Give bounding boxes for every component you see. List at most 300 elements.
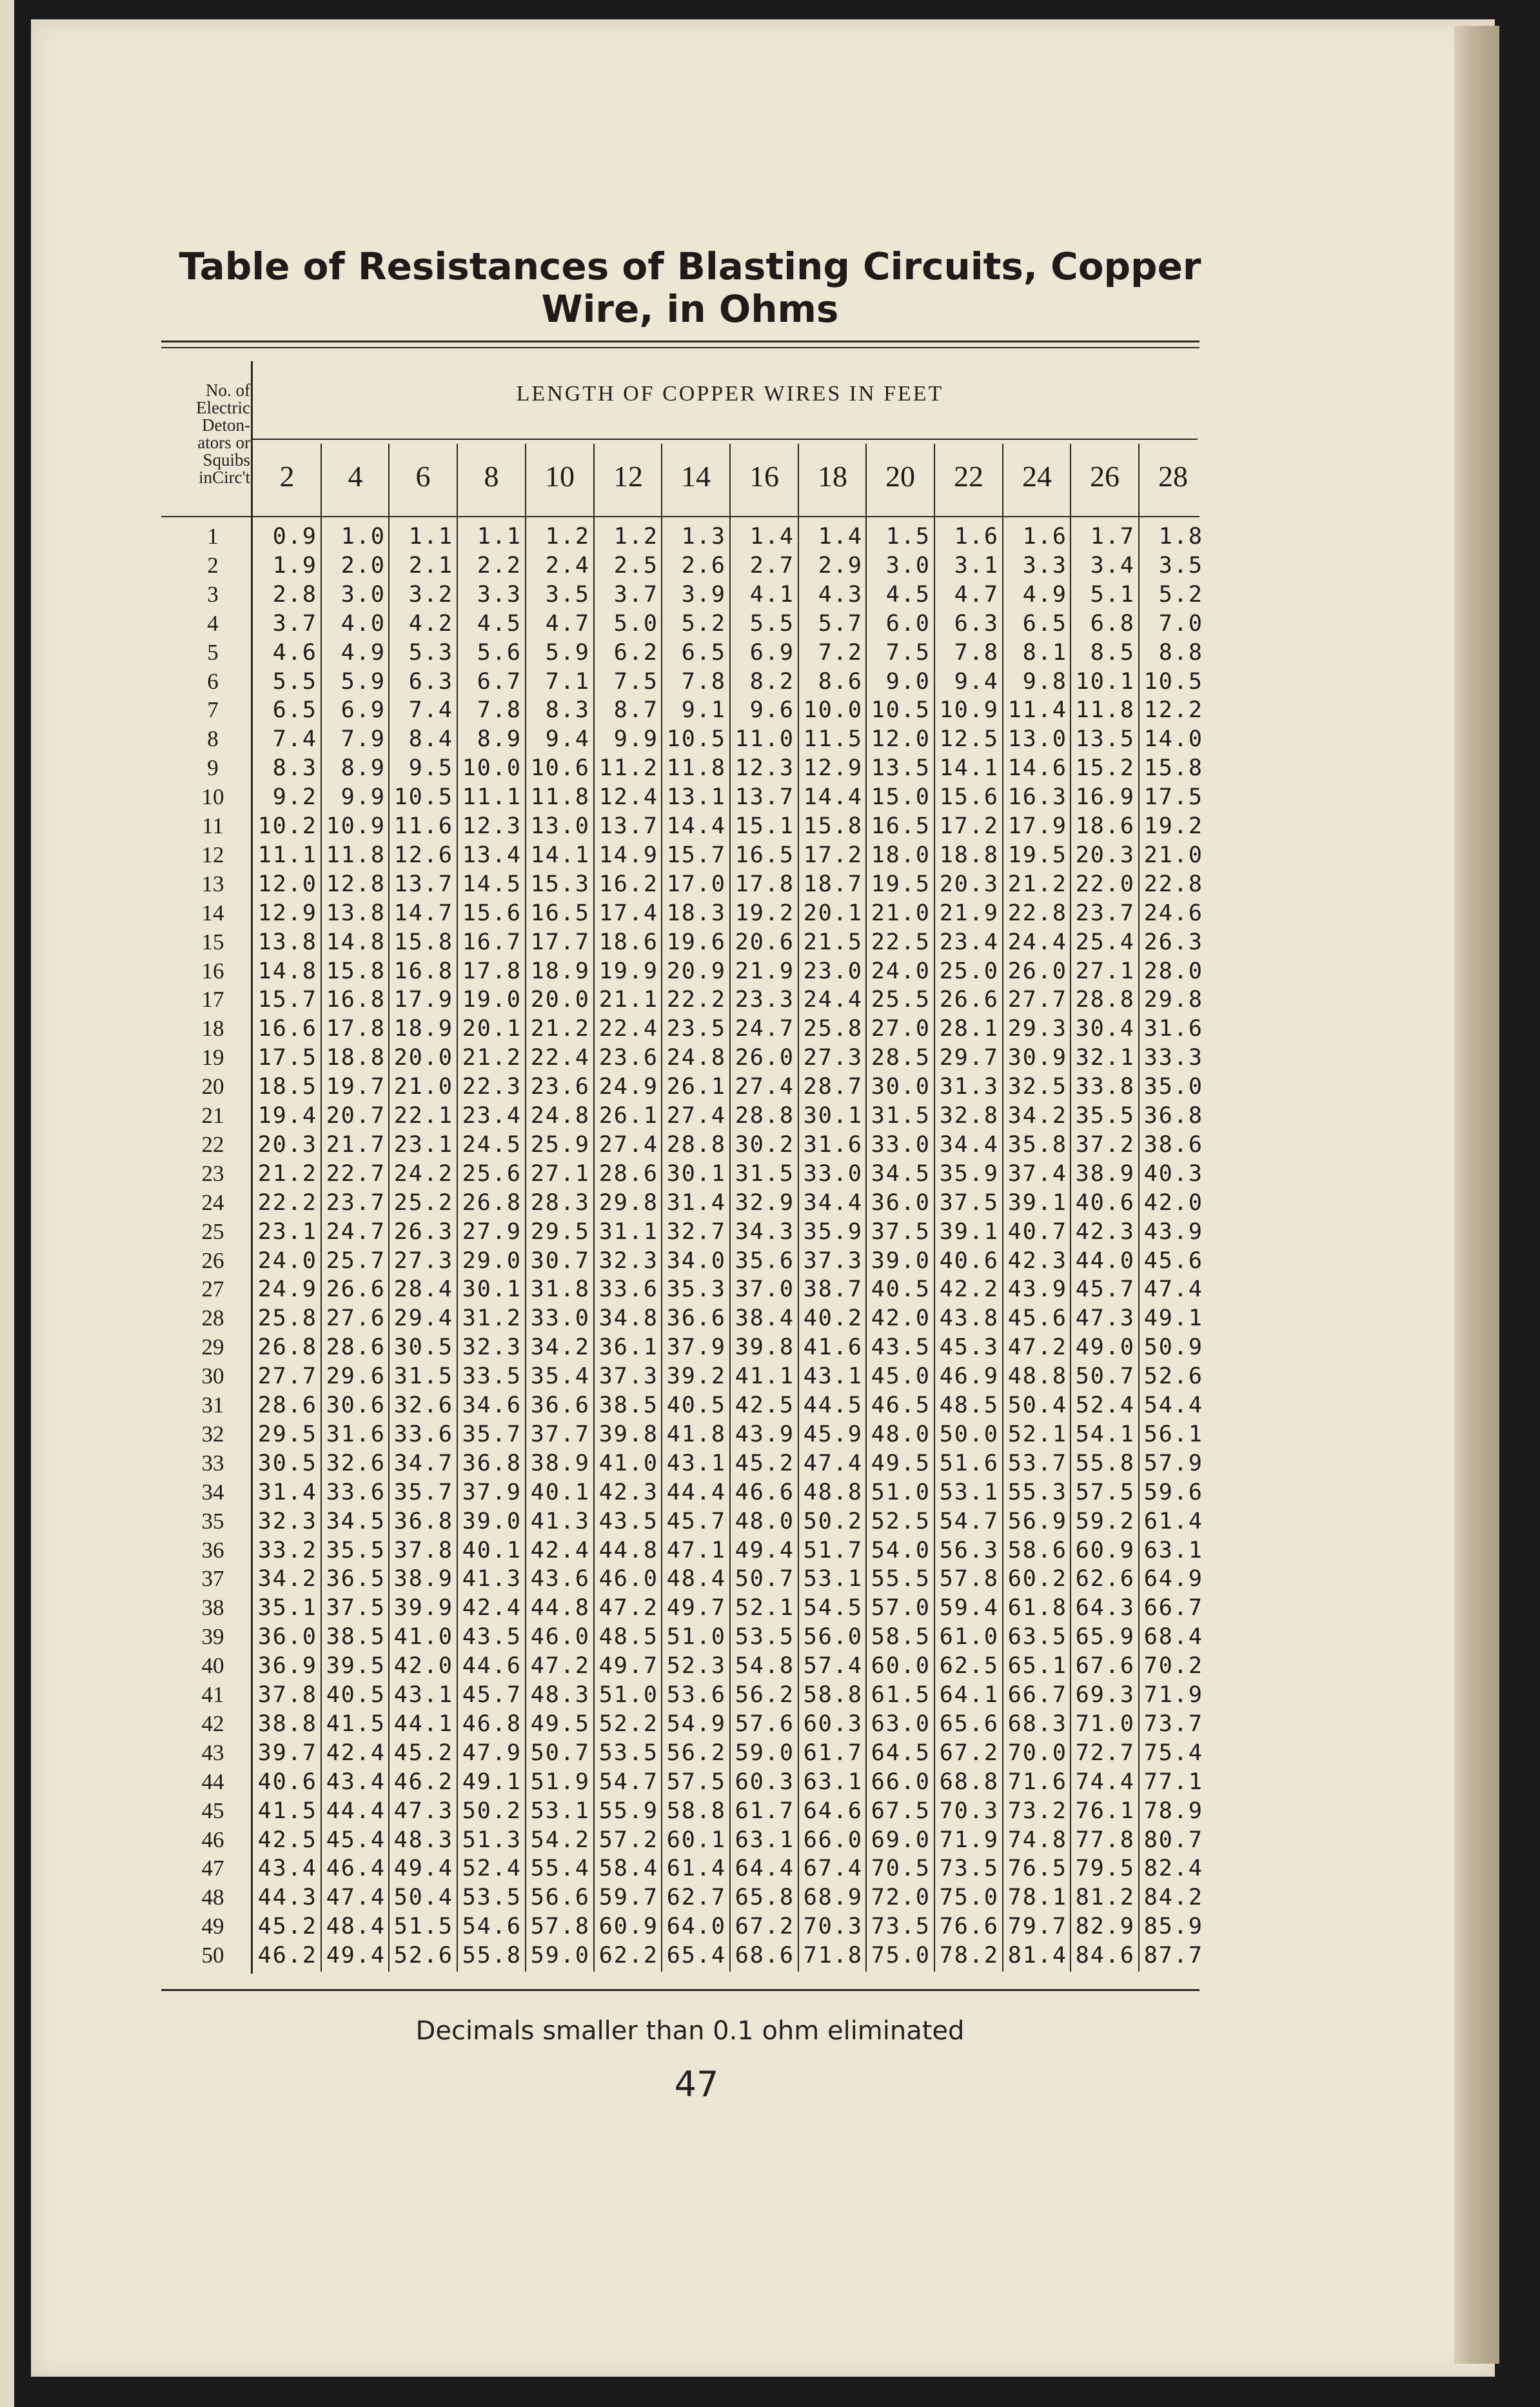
table-cell: 38.5	[598, 1392, 658, 1418]
table-cell: 50.2	[462, 1798, 522, 1824]
table-cell: 15.8	[393, 929, 453, 955]
table-cell: 31.6	[1143, 1016, 1203, 1042]
table-cell: 24.9	[598, 1074, 658, 1100]
table-cell: 3.4	[1090, 553, 1135, 579]
table-cell: 27.0	[871, 1016, 931, 1042]
table-cell: 26.6	[326, 1276, 386, 1302]
row-number: 47	[201, 1856, 224, 1881]
table-cell: 44.8	[598, 1538, 658, 1563]
table-cell: 29.3	[1007, 1016, 1067, 1042]
table-cell: 7.5	[613, 669, 658, 695]
table-cell: 46.5	[871, 1392, 931, 1418]
table-cell: 78.2	[939, 1943, 999, 1968]
table-cell: 15.3	[530, 871, 590, 897]
table-cell: 65.8	[735, 1885, 795, 1910]
column-header: 8	[484, 460, 499, 493]
table-cell: 33.0	[530, 1305, 590, 1331]
table-cell: 11.8	[530, 784, 590, 810]
table-cell: 18.0	[871, 842, 931, 868]
table-cell: 32.1	[1075, 1045, 1135, 1071]
table-cell: 1.9	[272, 553, 317, 579]
table-cell: 14.5	[462, 871, 522, 897]
table-cell: 18.3	[666, 900, 726, 926]
row-header-line: No. of	[206, 381, 250, 400]
table-cell: 33.2	[257, 1538, 317, 1563]
table-cell: 56.1	[1143, 1421, 1203, 1447]
table-cell: 7.8	[477, 697, 522, 723]
table-cell: 43.1	[803, 1363, 863, 1389]
table-cell: 52.4	[1075, 1392, 1135, 1418]
table-cell: 21.2	[257, 1161, 317, 1187]
table-cell: 3.3	[1022, 553, 1067, 579]
row-header-line: Deton-	[202, 415, 250, 435]
table-cell: 67.2	[939, 1740, 999, 1766]
table-cell: 14.1	[939, 755, 999, 781]
table-cell: 68.8	[939, 1769, 999, 1795]
table-cell: 36.0	[257, 1624, 317, 1650]
table-cell: 20.1	[803, 900, 863, 926]
table-cell: 31.4	[257, 1480, 317, 1505]
table-cell: 20.3	[1075, 842, 1135, 868]
table-cell: 10.5	[871, 697, 931, 723]
table-cell: 7.8	[681, 669, 726, 695]
table-cell: 26.6	[939, 987, 999, 1013]
table-cell: 34.7	[393, 1451, 453, 1476]
table-cell: 73.5	[871, 1914, 931, 1939]
table-cell: 15.6	[462, 900, 522, 926]
table-cell: 43.5	[462, 1624, 522, 1650]
table-cell: 30.1	[666, 1161, 726, 1187]
table-cell: 60.9	[598, 1914, 658, 1939]
table-cell: 36.9	[257, 1653, 317, 1679]
table-cell: 23.4	[462, 1103, 522, 1129]
table-cell: 17.9	[1007, 813, 1067, 839]
table-cell: 45.7	[462, 1682, 522, 1708]
table-cell: 36.6	[666, 1305, 726, 1331]
table-cell: 29.8	[1143, 987, 1203, 1013]
table-cell: 10.9	[326, 813, 386, 839]
table-cell: 81.2	[1075, 1885, 1135, 1910]
table-cell: 19.4	[257, 1103, 317, 1129]
table-cell: 64.0	[666, 1914, 726, 1939]
row-number: 3	[207, 582, 219, 607]
table-cell: 39.8	[598, 1421, 658, 1447]
table-cell: 44.0	[1075, 1248, 1135, 1274]
table-cell: 75.4	[1143, 1740, 1203, 1766]
table-cell: 64.9	[1143, 1566, 1203, 1592]
column-header: 22	[954, 460, 983, 493]
table-cell: 34.3	[735, 1219, 795, 1245]
table-cell: 40.1	[530, 1480, 590, 1505]
table-cell: 54.8	[735, 1653, 795, 1679]
table-cell: 21.0	[393, 1074, 453, 1100]
table-cell: 31.2	[462, 1305, 522, 1331]
group-header-rule	[253, 439, 1198, 440]
table-cell: 27.3	[393, 1248, 453, 1274]
table-cell: 21.2	[530, 1016, 590, 1042]
table-cell: 38.5	[326, 1624, 386, 1650]
table-cell: 19.6	[666, 929, 726, 955]
table-cell: 47.2	[1007, 1334, 1067, 1360]
table-cell: 5.5	[749, 611, 795, 637]
table-cell: 66.0	[803, 1827, 863, 1853]
table-cell: 13.8	[257, 929, 317, 955]
table-cell: 53.1	[530, 1798, 590, 1824]
table-cell: 59.2	[1075, 1509, 1135, 1534]
table-cell: 66.0	[871, 1769, 931, 1795]
table-cell: 73.2	[1007, 1798, 1067, 1824]
table-cell: 41.3	[530, 1509, 590, 1534]
table-cell: 22.7	[326, 1161, 386, 1187]
table-cell: 16.9	[1075, 784, 1135, 810]
table-cell: 58.8	[803, 1682, 863, 1708]
table-cell: 8.6	[818, 669, 863, 695]
table-cell: 35.3	[666, 1276, 726, 1302]
table-cell: 43.9	[1143, 1219, 1203, 1245]
table-cell: 36.5	[326, 1566, 386, 1592]
table-cell: 39.9	[393, 1595, 453, 1621]
table-cell: 24.4	[1007, 929, 1067, 955]
table-cell: 84.6	[1075, 1943, 1135, 1968]
table-cell: 53.6	[666, 1682, 726, 1708]
table-cell: 60.2	[1007, 1566, 1067, 1592]
table-cell: 37.8	[393, 1538, 453, 1563]
table-cell: 15.8	[803, 813, 863, 839]
table-cell: 45.7	[666, 1509, 726, 1534]
table-cell: 13.5	[1075, 726, 1135, 752]
row-number: 11	[202, 813, 224, 838]
table-cell: 55.8	[462, 1943, 522, 1968]
table-cell: 1.8	[1158, 524, 1203, 550]
table-cell: 55.5	[871, 1566, 931, 1592]
column-header: 18	[818, 460, 847, 493]
table-cell: 14.0	[1143, 726, 1203, 752]
table-cell: 52.6	[393, 1943, 453, 1968]
table-cell: 30.0	[871, 1074, 931, 1100]
table-cell: 64.1	[939, 1682, 999, 1708]
table-cell: 35.0	[1143, 1074, 1203, 1100]
row-number: 27	[201, 1276, 224, 1302]
table-cell: 56.3	[939, 1538, 999, 1563]
table-cell: 38.9	[530, 1451, 590, 1476]
table-cell: 15.8	[326, 958, 386, 984]
table-cell: 73.7	[1143, 1711, 1203, 1737]
row-number: 13	[201, 871, 224, 896]
table-cell: 2.5	[613, 553, 658, 579]
table-cell: 34.2	[530, 1334, 590, 1360]
table-cell: 10.0	[462, 755, 522, 781]
table-cell: 41.0	[598, 1451, 658, 1476]
table-cell: 17.7	[530, 929, 590, 955]
table-cell: 11.4	[1007, 697, 1067, 723]
table-cell: 25.7	[326, 1248, 386, 1274]
row-header-line: inCirc't	[199, 468, 250, 487]
table-cell: 22.5	[871, 929, 931, 955]
table-cell: 42.0	[393, 1653, 453, 1679]
table-cell: 48.3	[393, 1827, 453, 1853]
row-number: 45	[201, 1798, 224, 1823]
column-header: 24	[1022, 460, 1052, 493]
row-header-line: Squibs	[202, 450, 250, 470]
table-cell: 52.3	[666, 1653, 726, 1679]
table-cell: 12.0	[871, 726, 931, 752]
table-cell: 14.8	[326, 929, 386, 955]
table-cell: 59.6	[1143, 1480, 1203, 1505]
column-header: 12	[613, 460, 643, 493]
table-cell: 36.6	[530, 1392, 590, 1418]
table-cell: 2.4	[545, 553, 590, 579]
table-cell: 33.6	[393, 1421, 453, 1447]
table-cell: 37.0	[735, 1276, 795, 1302]
table-cell: 58.8	[666, 1798, 726, 1824]
table-cell: 40.3	[1143, 1161, 1203, 1187]
table-cell: 2.1	[408, 553, 453, 579]
table-cell: 13.8	[326, 900, 386, 926]
table-cell: 34.5	[871, 1161, 931, 1187]
table-cell: 33.8	[1075, 1074, 1135, 1100]
column-header: 26	[1090, 460, 1120, 493]
row-number: 35	[201, 1509, 224, 1534]
table-cell: 74.8	[1007, 1827, 1067, 1853]
table-cell: 27.7	[257, 1363, 317, 1389]
table-cell: 28.8	[735, 1103, 795, 1129]
table-cell: 28.4	[393, 1276, 453, 1302]
table-cell: 46.2	[257, 1943, 317, 1968]
table-cell: 41.6	[803, 1334, 863, 1360]
table-cell: 2.8	[272, 582, 317, 608]
table-cell: 12.0	[257, 871, 317, 897]
table-cell: 62.5	[939, 1653, 999, 1679]
table-cell: 2.6	[681, 553, 726, 579]
table-cell: 15.0	[871, 784, 931, 810]
table-cell: 53.1	[939, 1480, 999, 1505]
table-cell: 24.0	[257, 1248, 317, 1274]
table-cell: 29.5	[257, 1421, 317, 1447]
row-number: 10	[201, 784, 224, 809]
table-cell: 17.4	[598, 900, 658, 926]
table-cell: 41.0	[393, 1624, 453, 1650]
table-cell: 60.3	[803, 1711, 863, 1737]
table-cell: 30.2	[735, 1132, 795, 1158]
table-cell: 28.8	[666, 1132, 726, 1158]
table-cell: 34.8	[598, 1305, 658, 1331]
table-cell: 14.1	[530, 842, 590, 868]
table-cell: 56.0	[803, 1624, 863, 1650]
table-cell: 57.6	[735, 1711, 795, 1737]
row-header-line: ators or	[197, 433, 250, 452]
table-cell: 57.8	[939, 1566, 999, 1592]
table-cell: 4.6	[272, 640, 317, 666]
table-cell: 31.8	[530, 1276, 590, 1302]
table-cell: 3.7	[613, 582, 658, 608]
table-cell: 43.5	[871, 1334, 931, 1360]
table-cell: 42.4	[462, 1595, 522, 1621]
table-cell: 41.5	[326, 1711, 386, 1737]
table-cell: 26.3	[393, 1219, 453, 1245]
table-cell: 70.3	[939, 1798, 999, 1824]
table-cell: 18.8	[939, 842, 999, 868]
table-cell: 20.3	[939, 871, 999, 897]
table-cell: 32.9	[735, 1190, 795, 1216]
table-cell: 71.6	[1007, 1769, 1067, 1795]
table-cell: 20.9	[666, 958, 726, 984]
table-cell: 45.2	[257, 1914, 317, 1939]
table-cell: 71.0	[1075, 1711, 1135, 1737]
row-number: 43	[201, 1740, 224, 1765]
table-cell: 44.4	[326, 1798, 386, 1824]
table-cell: 4.5	[477, 611, 522, 637]
table-cell: 24.7	[735, 1016, 795, 1042]
table-cell: 1.6	[954, 524, 999, 550]
table-cell: 42.5	[735, 1392, 795, 1418]
table-cell: 21.2	[462, 1045, 522, 1071]
table-cell: 25.4	[1075, 929, 1135, 955]
table-cell: 75.0	[939, 1885, 999, 1910]
table-cell: 30.4	[1075, 1016, 1135, 1042]
table-cell: 78.9	[1143, 1798, 1203, 1824]
table-cell: 4.0	[341, 611, 386, 637]
table-cell: 79.5	[1075, 1856, 1135, 1881]
table-cell: 31.3	[939, 1074, 999, 1100]
column-header: 2	[279, 460, 295, 493]
table-cell: 48.5	[939, 1392, 999, 1418]
table-cell: 54.1	[1075, 1421, 1135, 1447]
table-cell: 67.6	[1075, 1653, 1135, 1679]
table-cell: 14.4	[803, 784, 863, 810]
table-cell: 17.5	[1143, 784, 1203, 810]
table-cell: 18.9	[530, 958, 590, 984]
table-cell: 35.7	[393, 1480, 453, 1505]
table-cell: 2.2	[477, 553, 522, 579]
table-cell: 53.7	[1007, 1451, 1067, 1476]
table-cell: 63.1	[735, 1827, 795, 1853]
table-cell: 21.0	[871, 900, 931, 926]
table-cell: 17.5	[257, 1045, 317, 1071]
table-cell: 77.1	[1143, 1769, 1203, 1795]
table-cell: 49.5	[871, 1451, 931, 1476]
table-cell: 36.1	[598, 1334, 658, 1360]
table-cell: 54.9	[666, 1711, 726, 1737]
table-cell: 56.2	[735, 1682, 795, 1708]
table-cell: 59.0	[530, 1943, 590, 1968]
table-cell: 24.6	[1143, 900, 1203, 926]
table-cell: 24.9	[257, 1276, 317, 1302]
row-number: 7	[207, 697, 219, 722]
row-number: 42	[201, 1711, 224, 1736]
table-cell: 38.7	[803, 1276, 863, 1302]
table-cell: 54.5	[803, 1595, 863, 1621]
table-cell: 31.4	[666, 1190, 726, 1216]
table-cell: 9.9	[613, 726, 658, 752]
table-cell: 9.5	[408, 755, 453, 781]
row-number: 8	[207, 726, 219, 751]
table-cell: 24.2	[393, 1161, 453, 1187]
table-cell: 40.6	[1075, 1190, 1135, 1216]
table-cell: 7.8	[954, 640, 999, 666]
table-cell: 12.2	[1143, 697, 1203, 723]
table-cell: 22.2	[666, 987, 726, 1013]
table-cell: 51.0	[666, 1624, 726, 1650]
row-number: 5	[207, 640, 219, 665]
table-cell: 87.7	[1143, 1943, 1203, 1968]
table-cell: 2.9	[818, 553, 863, 579]
table-cell: 11.2	[598, 755, 658, 781]
table-cell: 3.0	[341, 582, 386, 608]
table-cell: 48.5	[598, 1624, 658, 1650]
table-cell: 57.9	[1143, 1451, 1203, 1476]
table-cell: 19.2	[735, 900, 795, 926]
table-cell: 29.4	[393, 1305, 453, 1331]
table-cell: 79.7	[1007, 1914, 1067, 1939]
table-cell: 29.7	[939, 1045, 999, 1071]
row-number: 14	[201, 900, 224, 926]
table-cell: 60.3	[735, 1769, 795, 1795]
table-cell: 23.3	[735, 987, 795, 1013]
table-cell: 37.7	[530, 1421, 590, 1447]
table-cell: 14.4	[666, 813, 726, 839]
table-cell: 48.8	[1007, 1363, 1067, 1389]
table-cell: 10.6	[530, 755, 590, 781]
table-cell: 37.5	[939, 1190, 999, 1216]
table-cell: 69.3	[1075, 1682, 1135, 1708]
column-header: 10	[545, 460, 575, 493]
table-cell: 51.7	[803, 1538, 863, 1563]
table-cell: 19.2	[1143, 813, 1203, 839]
table-cell: 42.4	[530, 1538, 590, 1563]
table-cell: 47.1	[666, 1538, 726, 1563]
table-cell: 45.3	[939, 1334, 999, 1360]
table-cell: 28.6	[598, 1161, 658, 1187]
table-cell: 37.9	[462, 1480, 522, 1505]
table-cell: 3.9	[681, 582, 726, 608]
table-cell: 35.9	[803, 1219, 863, 1245]
table-cell: 18.7	[803, 871, 863, 897]
table-cell: 16.6	[257, 1016, 317, 1042]
table-cell: 24.7	[326, 1219, 386, 1245]
row-number: 26	[201, 1248, 224, 1273]
table-cell: 17.8	[462, 958, 522, 984]
table-cell: 18.5	[257, 1074, 317, 1100]
table-cell: 69.0	[871, 1827, 931, 1853]
table-cell: 27.1	[1075, 958, 1135, 984]
table-cell: 49.1	[1143, 1305, 1203, 1331]
table-cell: 31.6	[326, 1421, 386, 1447]
table-cell: 23.0	[803, 958, 863, 984]
table-cell: 42.5	[257, 1827, 317, 1853]
table-cell: 33.0	[871, 1132, 931, 1158]
table-cell: 54.6	[462, 1914, 522, 1939]
table-cell: 2.0	[341, 553, 386, 579]
table-cell: 16.5	[735, 842, 795, 868]
table-cell: 76.1	[1075, 1798, 1135, 1824]
table-cell: 17.2	[803, 842, 863, 868]
table-cell: 76.5	[1007, 1856, 1067, 1881]
table-cell: 29.0	[462, 1248, 522, 1274]
table-cell: 55.9	[598, 1798, 658, 1824]
table-cell: 27.4	[666, 1103, 726, 1129]
table-cell: 3.7	[272, 611, 317, 637]
table-cell: 6.0	[885, 611, 931, 637]
table-cell: 42.2	[939, 1276, 999, 1302]
table-cell: 5.5	[272, 669, 317, 695]
table-cell: 36.0	[871, 1190, 931, 1216]
table-cell: 38.6	[1143, 1132, 1203, 1158]
table-cell: 47.4	[326, 1885, 386, 1910]
table-cell: 4.9	[1022, 582, 1067, 608]
table-cell: 14.6	[1007, 755, 1067, 781]
table-cell: 6.5	[1022, 611, 1067, 637]
table-cell: 30.5	[393, 1334, 453, 1360]
